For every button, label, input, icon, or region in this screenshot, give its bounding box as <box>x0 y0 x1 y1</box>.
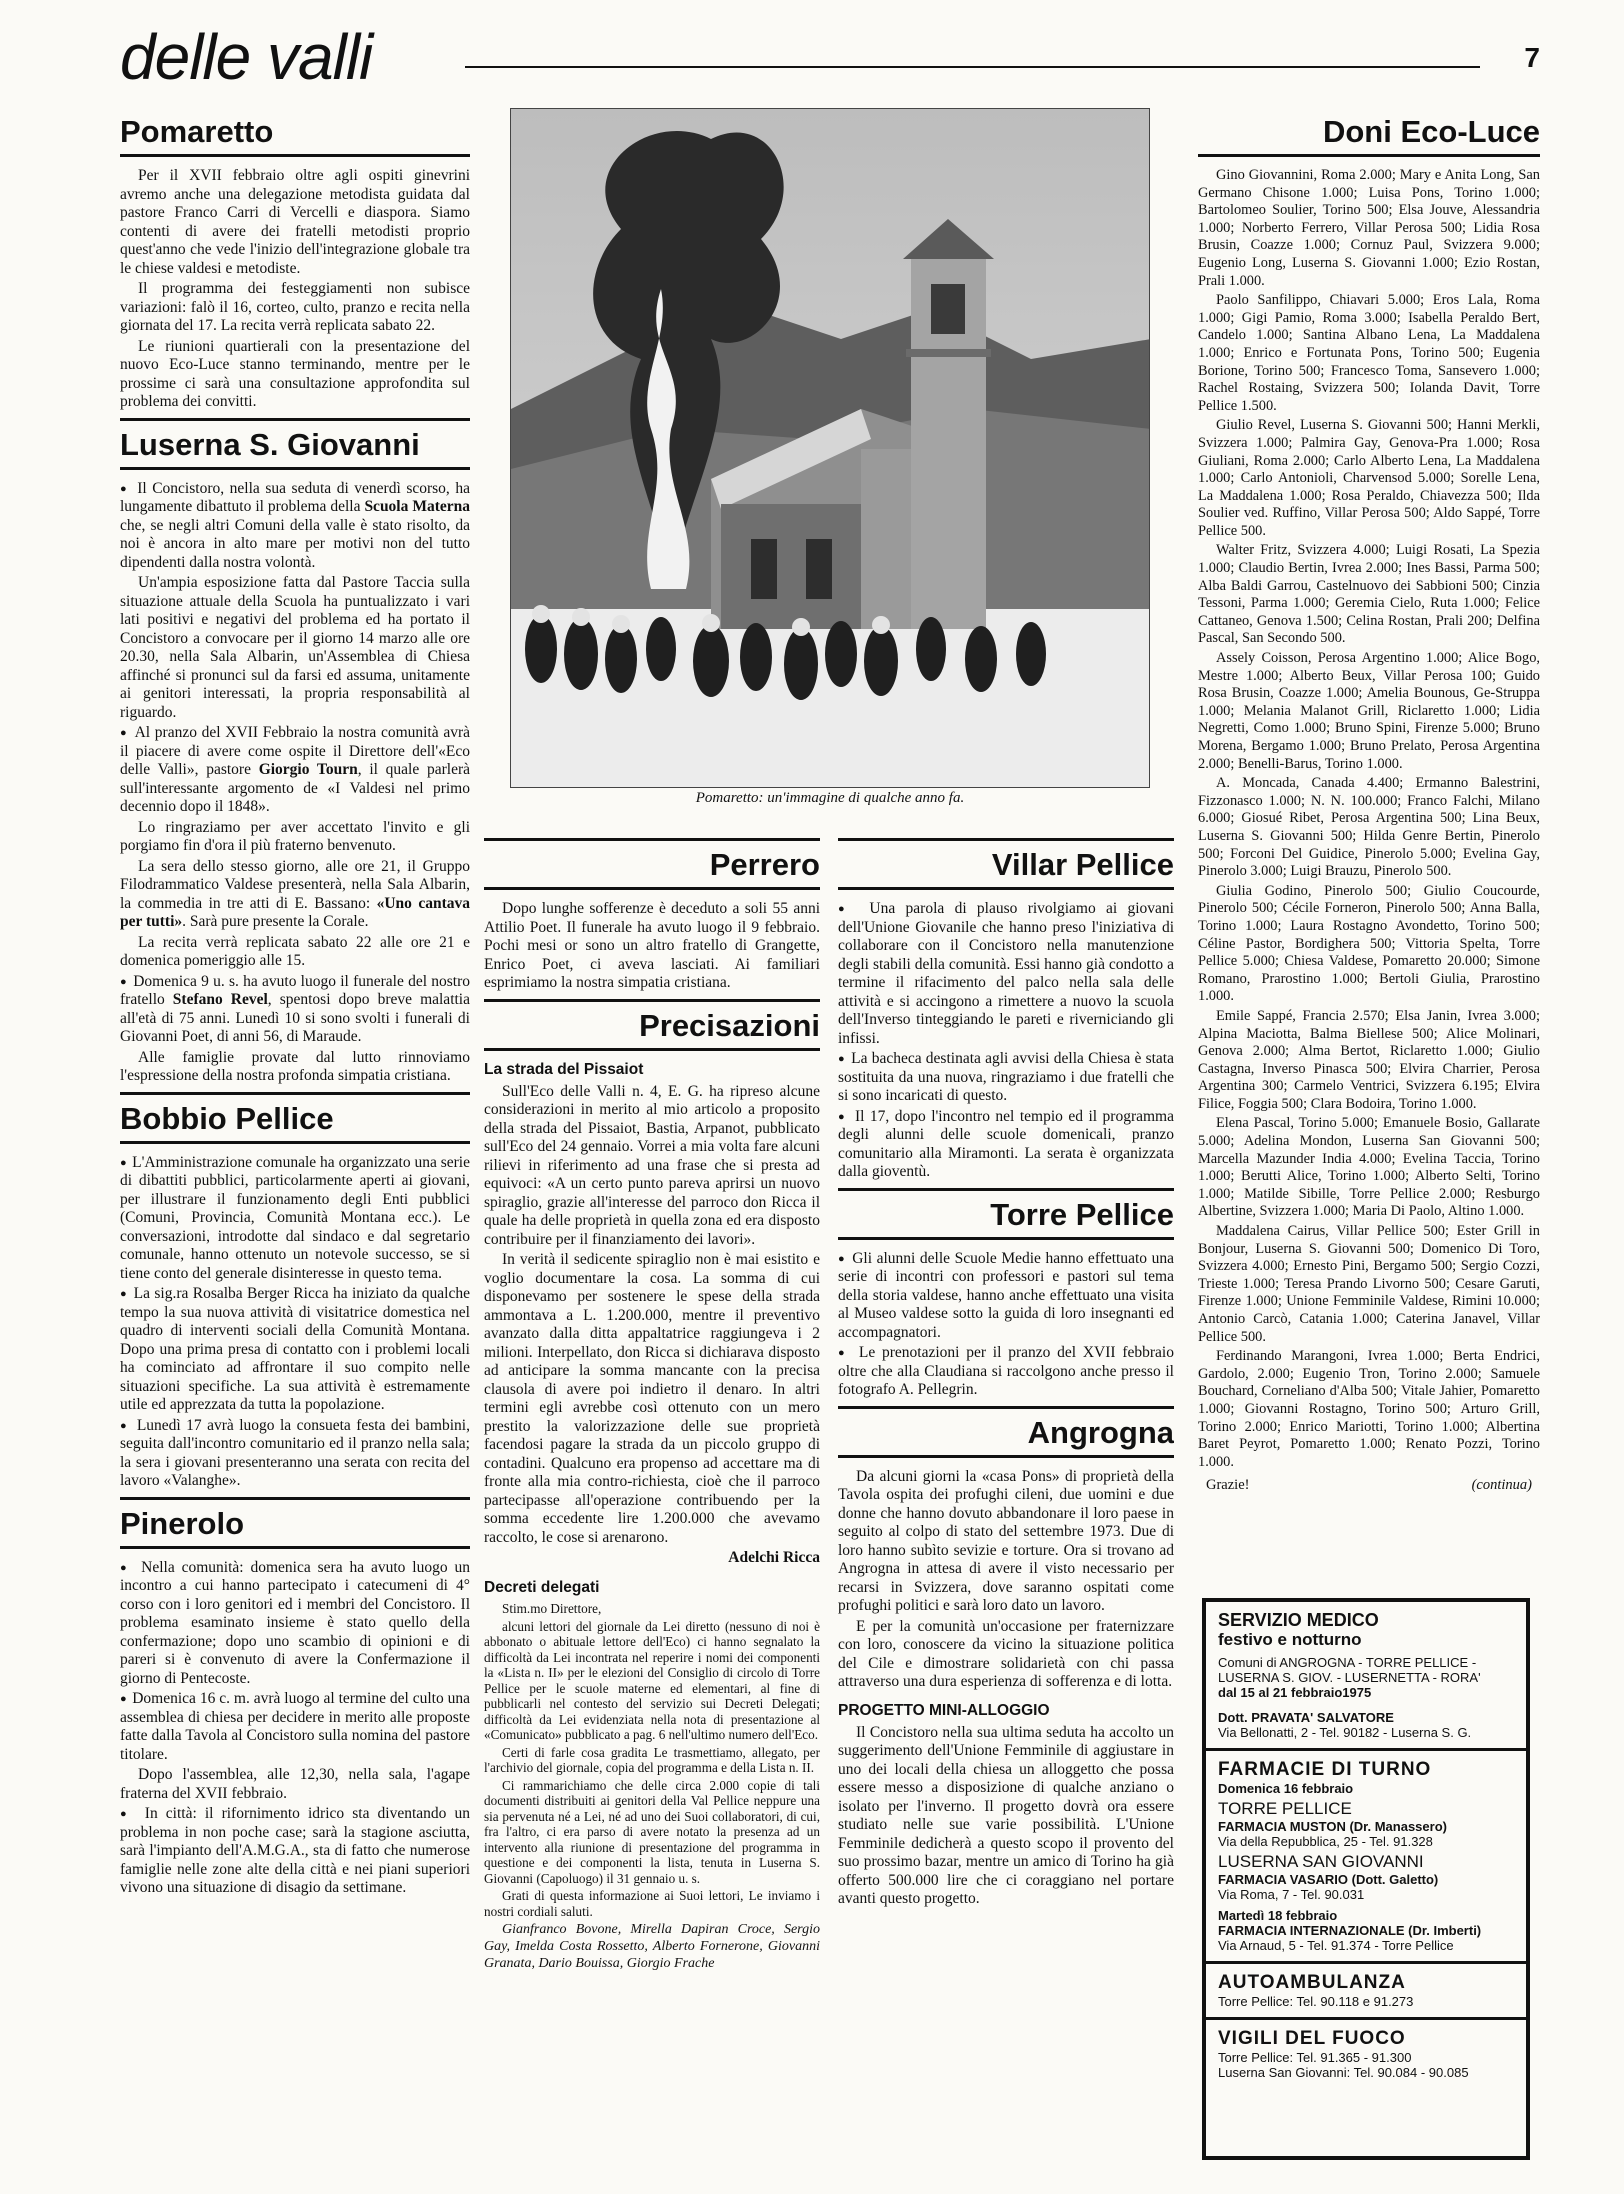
heading-pinerolo: Pinerolo <box>120 1497 470 1549</box>
heading-angrogna: Angrogna <box>838 1406 1174 1458</box>
box-title: SERVIZIO MEDICO <box>1218 1610 1379 1630</box>
list-item: A. Moncada, Canada 4.400; Ermanno Balestrini, Fizzonasco 1.000; N. N. 100.000; Franco Falchi, Milano 6.000; Giosué Ribet, Perosa Argentina 500; Lina Beux, Luserna S. Giovanni 500; Hilda Genre Bertin, Pinerolo 500; Forconi Del Guidice, Pinerolo 5.000; Evelina Gay, Pinerolo 3.000; Luigi Brauzu, Pinerolo 500. <box>1198 775 1540 880</box>
signatories: Gianfranco Bovone, Mirella Dapiran Croce, Sergio Gay, Imelda Costa Rossetto, Alberto Fornerone, Giovanni Granata, Dario Bouissa, Giorgio Frache <box>484 1922 820 1971</box>
bullet-paragraph: ● La sig.ra Rosalba Berger Ricca ha iniziato da qualche tempo la sua nuova attività di visitatrice domestica nel quadro di interventi sociali della Comunità Montana. Dopo una prima presa di contatto con i problemi locali ha cominciato ad affrontare il suo compito nelle situazioni specifiche. La sua attività è estremamente utile ed apprezzata da tutta la popolazione. <box>120 1285 470 1415</box>
paragraph: Da alcuni giorni la «casa Pons» di proprietà della Tavola ospita dei profughi cileni, due uomini e due donne che hanno dovuto abbandonare il loro paese in seguito al colpo di stato del settembre 1973. Due di loro hanno subìto sevizie e torture. Ora si trovano ad Angrogna in attesa di avere il visto necessario per recarsi in Svizzera, dove saranno ospitati come profughi politici e sarà loro dato un lavoro. <box>838 1467 1174 1614</box>
column-middle-left <box>484 832 820 2190</box>
box-divider <box>1206 1748 1526 1751</box>
paragraph: Dopo l'assemblea, alle 12,30, nella sala, l'agape fraterna del XVII febbraio. <box>120 1766 470 1802</box>
box-divider <box>1206 2017 1526 2020</box>
paragraph: Un'ampia esposizione fatta dal Pastore Taccia sulla situazione attuale della Scuola ha puntualizzato i vari lati positivi e negativi del problema ed ha portato il Concistoro a convocare per il giorno 14 marzo alle ore 20.30, nella Sala Albarin, un'Assemblea di Chiesa affinché si pronunci sul da farsi ed assuma, unitamente ai genitori interessati, la propria responsabilità al riguardo. <box>120 574 470 721</box>
heading-villar: Villar Pellice <box>838 838 1174 890</box>
list-item: Paolo Sanfilippo, Chiavari 5.000; Eros Lala, Roma 1.000; Gigi Pamio, Roma 3.000; Isabella Peraldo Bert, Candelo 1.000; Santina Albano Lena, La Maddalena 1.000; Enrico e Fortunata Pons, Torino 500; Eugenia Borione, Torino 500; Francesco Toma, Sansevero 1.000; Rachel Rostaing, Svizzera 500; Iolanda Davit, Torre Pellice 1.500. <box>1198 292 1540 414</box>
box-line: Luserna San Giovanni: Tel. 90.084 - 90.085 <box>1218 2065 1469 2080</box>
list-item: Giulio Revel, Luserna S. Giovanni 500; Hanni Merkli, Svizzera 1.000; Palmira Gay, Genova-Pra 1.000; Rosa Giuliani, Roma 2.000; Carlo Alberto Lena, La Maddalena 1.000; Carlo Antonioli, Charvensod 5.000; Sorelle Lena, La Maddalena 1.000; Rosa Peraldo, Chiavezza 500; Ilda Soulier ved. Ruffino, Villar Perosa 500; Aldo Sappé, Torre Pellice 500. <box>1198 417 1540 539</box>
bullet-paragraph: ● Il 17, dopo l'incontro nel tempio ed il programma degli alunni delle scuole domenicali, pranzo comunitario alla Miramonti. La serata è organizzata dalla gioventù. <box>838 1108 1174 1182</box>
services-box <box>1202 1598 1530 2160</box>
photo-illustration <box>511 109 1150 788</box>
bullet-paragraph: ● Al pranzo del XVII Febbraio la nostra comunità avrà il piacere di avere come ospite il Direttore dell'«Eco delle Valli», pastore Giorgio Tourn, il quale parlerà sull'interessante argomento de «I Valdesi nel primo decennio dopo il 1848». <box>120 724 470 817</box>
list-item: Giulia Godino, Pinerolo 500; Giulio Coucourde, Pinerolo 500; Cécile Forneron, Pinerolo 500; Anna Balla, Torino 1.000; Laura Rostagno Avondetto, Torino 500; Céline Pastor, Bordighera 500; Vittoria Spelta, Torre Pellice 5.000; Chiesa Valdese, Pomaretto 20.000; Simone Romano, Prarostino 1.000; Bertoli Giulia, Prarostino 1.000. <box>1198 882 1540 1005</box>
paragraph: Alle famiglie provate dal lutto rinnoviamo l'espressione della nostra profonda simpatia cristiana. <box>120 1048 470 1084</box>
box-line: Dott. PRAVATA' SALVATORE <box>1218 1710 1394 1725</box>
box-divider <box>1206 1961 1526 1964</box>
box-line: Via Bellonatti, 2 - Tel. 90182 - Luserna S. G. <box>1218 1725 1472 1740</box>
bullet-paragraph: ● Domenica 9 u. s. ha avuto luogo il funerale del nostro fratello Stefano Revel, spentosi dopo breve malattia all'età di 75 anni. Lunedì 10 si sono svolti i funerali di Giovanni Poet, di anni 56, di Maraude. <box>120 973 470 1047</box>
paragraph: E per la comunità un'occasione per fraternizzare con loro, conoscere da vicino la situazione politica del Cile e dimostrare solidarietà con chi passa attraverso una dura esperienza di sofferenza e di lotta. <box>838 1617 1174 1690</box>
heading-luserna: Luserna S. Giovanni <box>120 418 470 470</box>
signature: Adelchi Ricca <box>728 1549 820 1566</box>
list-item: Walter Fritz, Svizzera 4.000; Luigi Rosati, La Spezia 1.000; Claudio Bertin, Ivrea 2.000; Ines Bassi, Parma 500; Alba Baldi Garrou, Castelnuovo dei Sabbioni 500; Cinzia Tessoni, Parma 1.000; Geremia Cielo, Ruta 1.000; Felice Cattaneo, Genova 1.500; Celina Rostan, Prali 200; Delfina Pascal, San Secondo 500. <box>1198 542 1540 647</box>
box-line: FARMACIA INTERNAZIONALE (Dr. Imberti) <box>1218 1923 1482 1938</box>
bullet-paragraph: ● Nella comunità: domenica sera ha avuto luogo un incontro a cui hanno partecipato i catecumeni di 4° corso con i loro genitori ed i membri del Concistoro. Il problema esaminato insieme è stato quello della confermazione; dopo uno scambio di opinioni e di pareri si è convenuto di avere la Confermazione il giorno di Pentecoste. <box>120 1559 470 1689</box>
list-item: Maddalena Cairus, Villar Pellice 500; Ester Grill in Bonjour, Luserna S. Giovanni 500; Domenico Di Toro, Svizzera 4.000; Ernesto Pini, Bergamo 500; Sergio Cozzi, Trieste 1.000; Teresa Prando Livorno 500; Cesare Garuti, Firenze 1.000; Unione Femminile Valdese, Rimini 10.000; Antonio Carcò, Catania 1.000; Caterina Janavel, Villar Pellice 500. <box>1198 1223 1540 1345</box>
letter-body <box>484 1601 820 1919</box>
donations-list <box>1198 167 1540 1471</box>
photo-caption: Pomaretto: un'immagine di qualche anno fa. <box>695 790 965 806</box>
paragraph: Per il XVII febbraio oltre agli ospiti ginevrini avremo anche una delegazione metodista guidata dal pastore Franco Carri di Vercelli e diaspora. Siamo contenti di avere dei fratelli metodisti proprio quest'anno che vede l'inizio dell'integrazione globale tra le chiese valdesi e metodiste. <box>120 167 470 277</box>
box-line: Comuni di ANGROGNA - TORRE PELLICE - <box>1218 1655 1477 1670</box>
list-item: Ferdinando Marangoni, Ivrea 1.000; Berta Endrici, Gardolo, 2.000; Eugenio Tron, Torino 2.000; Samuele Bouchard, Corneliano d'Alba 500; Vitale Jahier, Pomaretto 1.000; Giovanni Rostagno, Torino 500; Arturo Grill, Torino 2.000; Enrico Mariotti, Torino 1.000; Albertina Baret Peyrot, Pomaretto 1.000; Renato Pozzi, Torino 1.000. <box>1198 1348 1540 1470</box>
bullet-paragraph: ● Una parola di plauso rivolgiamo ai giovani dell'Unione Giovanile che hanno preso l'iniziativa di collaborare con il Concistoro nella manutenzione degli stabili della comunità. Essi hanno già condotto a termine il rifacimento del palco nella sala delle attività e si accingono a rimettere a nuovo la scuola dell'Inverso tinteggiando le pareti e riverniciando gli infissi. <box>838 900 1174 1048</box>
heading-perrero: Perrero <box>484 838 820 890</box>
masthead <box>120 22 1540 92</box>
box-line: Martedì 18 febbraio <box>1218 1908 1338 1923</box>
list-item: Gino Giovannini, Roma 2.000; Mary e Anita Long, San Germano Chisone 1.000; Luisa Pons, Torino 1.000; Bartolomeo Soulier, Torino 500; Elsa Jouve, Alessandria 1.000; Norberto Ferrero, Villar Perosa 500; Lidia Rosa Brusin, Coazze 1.000; Cornuz Paul, Svizzera 9.000; Eugenio Long, Luserna S. Giovanni 1.000; Ezio Rostan, Prali 1.000. <box>1198 167 1540 289</box>
bullet-paragraph: ● Lunedì 17 avrà luogo la consueta festa dei bambini, seguita dall'incontro comunitario ed il pranzo nella sala; la sera i giovani presenteranno una serata con recita del lavoro «Valanghe». <box>120 1417 470 1491</box>
paragraph: Il Concistoro nella sua ultima seduta ha accolto un suggerimento dell'Unione Femminile di aggiustare in uno dei locali della chiesa un alloggetto che possa essere messo a disposizione di qualche anziano o isolato per l'inverno. Il progetto dovrà ora essere studiato nelle sue varie possibilità. L'Unione Femminile dedicherà a questo scopo il provento del suo prossimo bazar, mentre un amico di Torino ha già offerto 500.000 lire che ci coraggiano nel portare avanti questo progetto. <box>838 1723 1174 1907</box>
photo-church-bonfire <box>510 108 1150 788</box>
box-line: LUSERNA S. GIOV. - LUSERNETTA - RORA' <box>1218 1670 1481 1685</box>
box-line: Torre Pellice: Tel. 90.118 e 91.273 <box>1218 1994 1414 2009</box>
masthead-rule <box>465 66 1480 68</box>
paragraph: Grati di questa informazione ai Suoi lettori, Le inviamo i nostri cordiali saluti. <box>484 1888 820 1919</box>
paragraph: Il programma dei festeggiamenti non subisce variazioni: falò il 16, corteo, culto, pranzo e recita nella giornata del 17. La recita verrà replicata sabato 22. <box>120 280 470 334</box>
box-line: Via Arnaud, 5 - Tel. 91.374 - Torre Pellice <box>1218 1938 1454 1953</box>
box-section-title: VIGILI DEL FUOCO <box>1218 2028 1406 2049</box>
subheading: PROGETTO MINI-ALLOGGIO <box>838 1701 1050 1719</box>
paragraph: La recita verrà replicata sabato 22 alle ore 21 e domenica pomeriggio alle 15. <box>120 933 470 969</box>
page-number: 7 <box>1524 42 1540 73</box>
box-line: FARMACIA VASARIO (Dott. Galetto) <box>1218 1872 1439 1887</box>
box-line: FARMACIA MUSTON (Dr. Manassero) <box>1218 1819 1447 1834</box>
list-item: Emile Sappé, Francia 2.570; Elsa Janin, Ivrea 3.000; Alpina Maciotta, Balma Biellese 500; Alice Molinari, Genova 2.000; Alma Bertot, Riclaretto 1.000; Giulio Castagna, Inverso Pinasca 500; Elvira Charrier, Perosa Argentina 300; Carmelo Ventrici, Svizzera 6.195; Elvira Filice, Foggia 500; Clara Bodoira, Torino 1.000. <box>1198 1007 1540 1112</box>
bullet-paragraph: ● In città: il rifornimento idrico sta diventando un problema in non poche case; sarà la stagione asciutta, sarà l'impianto dell'A.M.G.A., sta di fatto che numerose famiglie nelle zone alte della città e nei piani superiori vivono una situazione di disagio da settimane. <box>120 1805 470 1898</box>
column-left <box>120 106 470 2166</box>
paragraph: Le riunioni quartierali con la presentazione del nuovo Eco-Luce stanno terminando, mentre per le prossime ci sarà una consultazione approfondita sul problema dei convitti. <box>120 337 470 410</box>
paragraph: Sull'Eco delle Valli n. 4, E. G. ha ripreso alcune considerazioni in merito al mio articolo a proposito della strada del Pissaiot, Bastia, Arpanot, pubblicato sull'Eco del 24 gennaio. Vorrei a mia volta fare alcuni rilievi in riferimento ad una frase che si presta ad equivoci: «A un certo punto pareva aprirsi un nuovo spiraglio, grazie all'interesse del parroco don Ricca il quale ha delle proprietà in quella zona ed era disposto contribuire per il finanziamento dei lavori». <box>484 1082 820 1248</box>
thanks-text: Grazie! <box>1206 1477 1250 1494</box>
box-line: TORRE PELLICE <box>1218 1799 1352 1818</box>
list-item: Assely Coisson, Perosa Argentino 1.000; Alice Bogo, Mestre 1.000; Alberto Beux, Villar Perosa 100; Guido Rosa Brusin, Coazze 1.000; Amelia Bounous, Ge-Struppa 1.000; Melania Malanot Grill, Riclaretto 1.000; Lidia Negretti, Como 1.000; Bruno Spini, Firenze 5.000; Bruno Morena, Bergamo 1.000; Bruno Prelato, Perosa Argentina 2.000; Benelli-Barus, Torino 1.000. <box>1198 650 1540 772</box>
paragraph: alcuni lettori del giornale da Lei diretto (nessuno di noi è abbonato o abituale lettore dell'Eco) ci hanno segnalato la difficoltà da Lei incontrata nel reperire i nomi dei componenti la «Lista n. II» per le elezioni del Consiglio di circolo di Torre Pellice per le scuole materne ed elementari, al fine di pubblicarli nel contesto del servizio sui Decreti Delegati; difficoltà da Lei evidenziata nella nota di presentazione al «Comunicato» pubblicato a pag. 6 nell'ultimo numero dell'Eco. <box>484 1618 820 1742</box>
heading-precisazioni: Precisazioni <box>484 999 820 1051</box>
heading-pomaretto: Pomaretto <box>120 112 470 157</box>
paragraph: La sera dello stesso giorno, alle ore 21, il Gruppo Filodrammatico Valdese presenterà, nella Sala Albarin, la commedia in tre atti di E. Bassano: «Uno cantava per tutti». Sarà pure presente la Corale. <box>120 857 470 930</box>
box-subtitle: festivo e notturno <box>1218 1630 1362 1649</box>
subheading: La strada del Pissaiot <box>484 1060 644 1078</box>
paragraph: Ci rammarichiamo che delle circa 2.000 copie di tali documenti distribuiti ai genitori della Val Pellice neppure una sia pervenuta né a Lei, né ad uno dei Suoi collaboratori, di cui, fra l'altro, ci era parso di avere notato la presenza ad un intervento alla riunione di presentazione del programma in questione e dei componenti la lista, tenuta in Luserna S. Giovanni (Capoluogo) il 31 gennaio u. s. <box>484 1777 820 1886</box>
heading-bobbio: Bobbio Pellice <box>120 1092 470 1144</box>
subheading: Decreti delegati <box>484 1579 600 1596</box>
box-line: Via Roma, 7 - Tel. 90.031 <box>1218 1887 1365 1902</box>
box-section-title: FARMACIE DI TURNO <box>1218 1759 1432 1780</box>
continued-label: (continua) <box>1471 1477 1532 1494</box>
box-line: dal 15 al 21 febbraio1975 <box>1218 1685 1372 1700</box>
bullet-paragraph: ● Gli alunni delle Scuole Medie hanno effettuato una serie di incontri con professori e pastori sul tema della storia valdese, hanno anche effettuato una visita al Museo valdese sotto la guida di loro insegnanti ed accompagnatori. <box>838 1250 1174 1343</box>
bullet-paragraph: ● L'Amministrazione comunale ha organizzato una serie di dibattiti pubblici, particolarmente aperti ai giovani, per illustrare il funzionamento degli Enti pubblici (Comuni, Provincia, Comunità Montana ecc.). Le conversazioni, introdotte dal sindaco e dal segretario comunale, hanno ottenuto un notevole successo, se si tiene conto del generale disinteresse in questo tema. <box>120 1154 470 1284</box>
box-section-title: AUTOAMBULANZA <box>1218 1972 1406 1993</box>
bullet-paragraph: ● Le prenotazioni per il pranzo del XVII febbraio oltre che alla Claudiana si raccolgono anche presso il fotografo A. Pellegrin. <box>838 1344 1174 1400</box>
column-middle-right <box>838 832 1174 2190</box>
box-line: Via della Repubblica, 25 - Tel. 91.328 <box>1218 1834 1433 1849</box>
heading-torre: Torre Pellice <box>838 1188 1174 1240</box>
thanks-line <box>1198 1477 1540 1494</box>
box-line: Torre Pellice: Tel. 91.365 - 91.300 <box>1218 2050 1412 2065</box>
box-line: LUSERNA SAN GIOVANNI <box>1218 1852 1424 1871</box>
heading-doni: Doni Eco-Luce <box>1198 112 1540 157</box>
paragraph: In verità il sedicente spiraglio non è mai esistito e voglio documentare la cosa. La somma di cui disponevamo per sostenere le spese della strada ammontava a L. 1.200.000, mentre il preventivo avanzato dalla ditta appaltatrice raggiungeva i 2 milioni. Interpellato, don Ricca si dichiarava disposto ad anticipare la somma mancante con la precisa clausola di avere poi indietro il denaro. In altri termini egli avrebbe così ottenuto con un mero prestito la valorizzazione delle sue proprietà facendosi pagare la strada da un piccolo gruppo di contadini. Qualcuno era propenso ad accettare ma di fronte alla mia contro-richiesta, cioè che il parroco partecipasse all'operazione contribuendo per la somma eccedente lire 1.200.000 che avevamo raccolto, le cose si arenarono. <box>484 1251 820 1546</box>
paragraph: Lo ringraziamo per aver accettato l'invito e gli porgiamo fin d'ora il più fraterno benvenuto. <box>120 818 470 854</box>
paragraph: Certi di farle cosa gradita Le trasmettiamo, allegato, per l'archivio del giornale, copia del programma e della Lista n. II. <box>484 1744 820 1775</box>
section-title: delle valli <box>120 21 373 93</box>
bullet-paragraph: ● Domenica 16 c. m. avrà luogo al termine del culto una assemblea di chiesa per decidere in merito alle proposte fatte dalla Tavola al Concistoro sulla nomina del pastore titolare. <box>120 1690 470 1764</box>
paragraph: Stim.mo Direttore, <box>502 1601 602 1616</box>
list-item: Elena Pascal, Torino 5.000; Emanuele Bosio, Gallarate 5.000; Adelina Mondon, Luserna San Giovanni 500; Marcella Mazunder India 4.000; Evelina Taccia, Torino 1.000; Berutti Alice, Torino 1.000; Alberto Selti, Torino 1.000; Matilde Sibille, Torre Pellice 2.000; Resburgo Albertine, Svizzera 1.000; Maria Di Paolo, Altino 1.000. <box>1198 1115 1540 1220</box>
bullet-paragraph: ● La bacheca destinata agli avvisi della Chiesa è stata sostituita da una nuova, ringraziamo i due fratelli che si sono incaricati di questo. <box>838 1050 1174 1106</box>
bullet-paragraph: ● Il Concistoro, nella sua seduta di venerdì scorso, ha lungamente dibattuto il problema della Scuola Materna che, se negli altri Comuni della valle è stato risolto, da noi è ancora in alto mare per motivi non del tutto dipendenti dalla nostra volontà. <box>120 480 470 573</box>
paragraph: Dopo lunghe sofferenze è deceduto a soli 55 anni Attilio Poet. Il funerale ha avuto luogo il 9 febbraio. Pochi mesi or sono un altro fratello di Grangette, Enrico Poet, ci aveva lasciati. Ai familiari esprimiamo la nostra simpatia cristiana. <box>484 900 820 991</box>
box-line: Domenica 16 febbraio <box>1218 1781 1354 1796</box>
